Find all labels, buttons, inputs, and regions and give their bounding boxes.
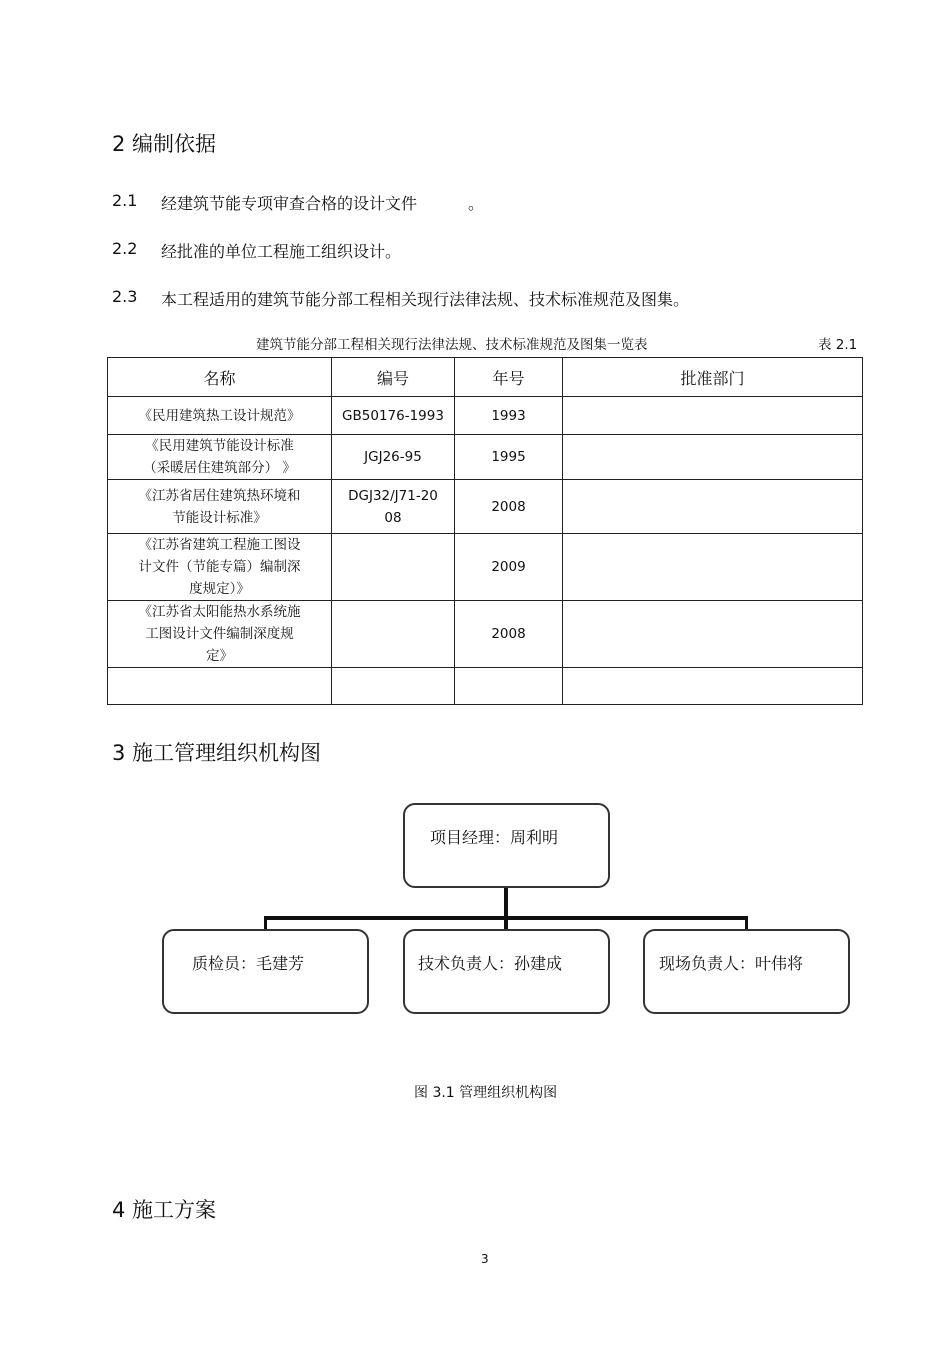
table-caption: 建筑节能分部工程相关现行法律法规、技术标准规范及图集一览表 <box>256 337 648 353</box>
org-box-site <box>643 929 850 1014</box>
table-row <box>108 668 863 705</box>
cell-year: 2008 <box>455 601 563 668</box>
table-number: 表 2.1 <box>818 337 858 353</box>
item-2-1-number: 2.1 <box>112 191 138 210</box>
page-number: 3 <box>481 1252 489 1266</box>
cell-code: GB50176-1993 <box>332 397 455 435</box>
section-4-title: 4 施工方案 <box>112 1198 217 1222</box>
cell-code: DGJ32/J71-20 08 <box>332 480 455 534</box>
table-row <box>108 435 863 480</box>
item-2-2-number: 2.2 <box>112 239 138 258</box>
table-header-row <box>108 358 863 397</box>
header-dept: 批准部门 <box>563 358 863 397</box>
org-site-label: 现场负责人：叶伟将 <box>659 954 804 973</box>
cell-year: 2009 <box>455 534 563 601</box>
cell-code <box>332 534 455 601</box>
standards-table <box>107 357 863 705</box>
cell-name: 《江苏省太阳能热水系统施 工图设计文件编制深度规 定》 <box>108 601 332 668</box>
table-row <box>108 534 863 601</box>
figure-caption: 图 3.1 管理组织机构图 <box>414 1085 558 1101</box>
table-body <box>108 397 863 705</box>
cell-year: 1993 <box>455 397 563 435</box>
cell-dept <box>563 397 863 435</box>
section-3-title: 3 施工管理组织机构图 <box>112 741 322 765</box>
org-technical-label: 技术负责人：孙建成 <box>418 954 563 973</box>
item-2-1-text: 经建筑节能专项审查合格的设计文件 <box>161 194 418 213</box>
cell-dept <box>563 668 863 705</box>
item-2-3-number: 2.3 <box>112 287 138 306</box>
org-box-technical <box>403 929 610 1014</box>
table-row <box>108 397 863 435</box>
org-manager-label: 项目经理：周利明 <box>430 828 559 847</box>
cell-name: 《民用建筑热工设计规范》 <box>108 397 332 435</box>
cell-year: 2008 <box>455 480 563 534</box>
cell-year <box>455 668 563 705</box>
cell-dept <box>563 435 863 480</box>
item-2-3-text: 本工程适用的建筑节能分部工程相关现行法律法规、技术标准规范及图集。 <box>161 290 690 309</box>
header-year: 年号 <box>455 358 563 397</box>
cell-name <box>108 668 332 705</box>
cell-dept <box>563 601 863 668</box>
cell-year: 1995 <box>455 435 563 480</box>
org-inspector-label: 质检员：毛建芳 <box>192 954 305 973</box>
cell-code <box>332 601 455 668</box>
cell-name: 《民用建筑节能设计标准 （采暖居住建筑部分） 》 <box>108 435 332 480</box>
item-2-2-text: 经批准的单位工程施工组织设计。 <box>161 242 402 261</box>
table-row <box>108 601 863 668</box>
item-2-1-period: 。 <box>468 194 485 213</box>
cell-name: 《江苏省居住建筑热环境和 节能设计标准》 <box>108 480 332 534</box>
cell-dept <box>563 480 863 534</box>
section-2-title: 2 编制依据 <box>112 132 217 156</box>
cell-code <box>332 668 455 705</box>
cell-dept <box>563 534 863 601</box>
cell-code: JGJ26-95 <box>332 435 455 480</box>
cell-name: 《江苏省建筑工程施工图设 计文件（节能专篇）编制深 度规定）》 <box>108 534 332 601</box>
header-code: 编号 <box>332 358 455 397</box>
header-name: 名称 <box>108 358 332 397</box>
org-box-inspector <box>162 929 369 1014</box>
org-box-manager <box>403 803 610 888</box>
table-row <box>108 480 863 534</box>
